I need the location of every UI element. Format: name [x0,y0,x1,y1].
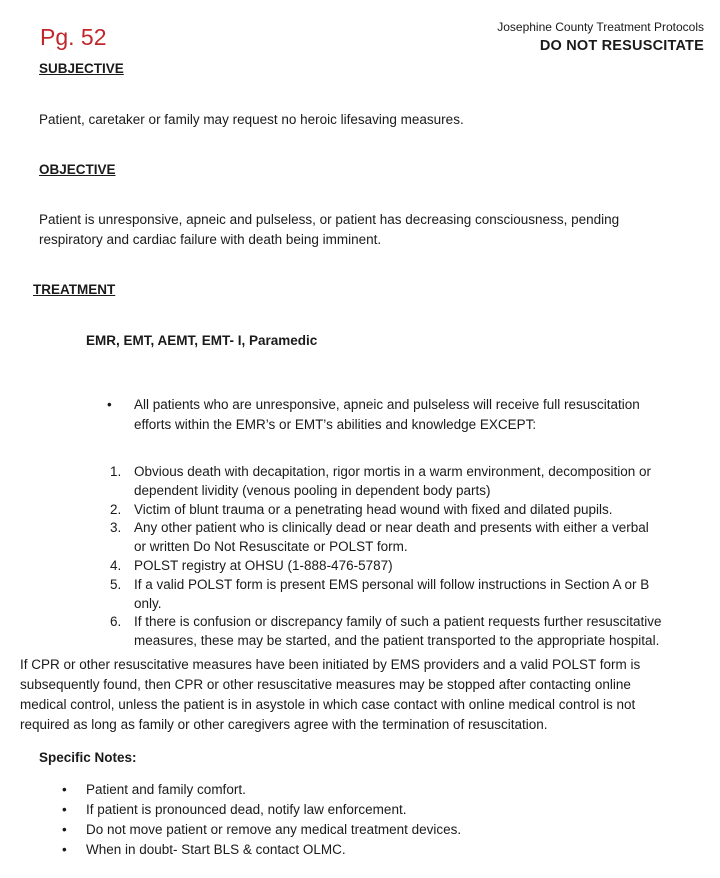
bullet-line: efforts within the EMR’s or EMT’s abilities and knowledge EXCEPT: [134,417,537,432]
list-item [110,501,662,520]
bullet-mark: • [62,842,67,857]
list-item [110,557,662,576]
item-number: 4. [110,557,122,573]
list-item [110,576,662,614]
item-line: Obvious death with decapitation, rigor mortis in a warm environment, decomposition or [134,464,651,479]
paragraph-line: required as long as family or other caregivers agree with the termination of resuscitation. [20,717,548,732]
bullet-mark: • [107,397,112,412]
paragraph-line: If CPR or other resuscitative measures have been initiated by EMS providers and a valid POLST form is [20,657,641,672]
paragraph-line: medical control, unless the patient is in asystole in which case contact with online medical control is not [20,697,636,712]
bullet-mark: • [62,822,67,837]
item-number: 6. [110,614,122,630]
item-line: measures, these may be started, and the patient transported to the appropriate hospital. [134,633,660,649]
item-number: 5. [110,576,122,592]
treatment-bullet [107,395,640,435]
specific-notes-heading: Specific Notes: [39,750,137,765]
subjective-heading: SUBJECTIVE [39,61,124,76]
list-item [110,463,662,501]
organization-name: Josephine County Treatment Protocols [497,20,704,34]
list-item [110,613,662,651]
paragraph-line: subsequently found, then CPR or other resuscitative measures may be stopped after contacting online [20,677,631,692]
item-number: 2. [110,501,122,517]
objective-text [39,210,619,250]
list-item [62,820,461,840]
bullet-mark: • [62,802,67,817]
item-line: Any other patient who is clinically dead or near death and presents with either a verbal [134,520,649,536]
page-number: Pg. 52 [40,24,107,50]
item-line: If a valid POLST form is present EMS personal will follow instructions in Section A or B [134,576,650,592]
objective-line: Patient is unresponsive, apneic and pulseless, or patient has decreasing consciousness, pending [39,212,620,227]
treatment-heading: TREATMENT [33,282,116,297]
note-text: When in doubt- Start BLS & contact OLMC. [86,842,346,857]
bullet-mark: • [62,782,67,797]
list-item [62,800,461,820]
exceptions-list [110,463,662,651]
cpr-paragraph [20,655,640,735]
item-number: 1. [110,464,122,479]
note-text: Do not move patient or remove any medical treatment devices. [86,822,462,837]
item-line: If there is confusion or discrepancy family of such a patient requests further resuscitative [134,614,662,630]
item-line: or written Do Not Resuscitate or POLST form. [134,539,408,555]
subjective-text: Patient, caretaker or family may request no heroic lifesaving measures. [39,112,464,127]
treatment-bullet-text [134,395,640,435]
item-line: Victim of blunt trauma or a penetrating head wound with fixed and dilated pupils. [134,501,613,517]
note-text: Patient and family comfort. [86,782,246,797]
bullet-line: All patients who are unresponsive, apneic and pulseless will receive full resuscitation [134,397,640,412]
item-line: only. [134,595,162,611]
list-item [62,840,461,860]
list-item [62,780,461,800]
provider-levels: EMR, EMT, AEMT, EMT- I, Paramedic [86,333,318,348]
objective-heading: OBJECTIVE [39,162,116,177]
objective-line: respiratory and cardiac failure with death being imminent. [39,232,382,247]
list-item [110,519,662,557]
item-line: POLST registry at OHSU (1-888-476-5787) [134,557,393,573]
note-text: If patient is pronounced dead, notify law enforcement. [86,802,407,817]
protocol-title: DO NOT RESUSCITATE [539,38,704,54]
item-line: dependent lividity (venous pooling in dependent body parts) [134,482,491,498]
item-number: 3. [110,520,122,536]
specific-notes-list [62,780,461,860]
